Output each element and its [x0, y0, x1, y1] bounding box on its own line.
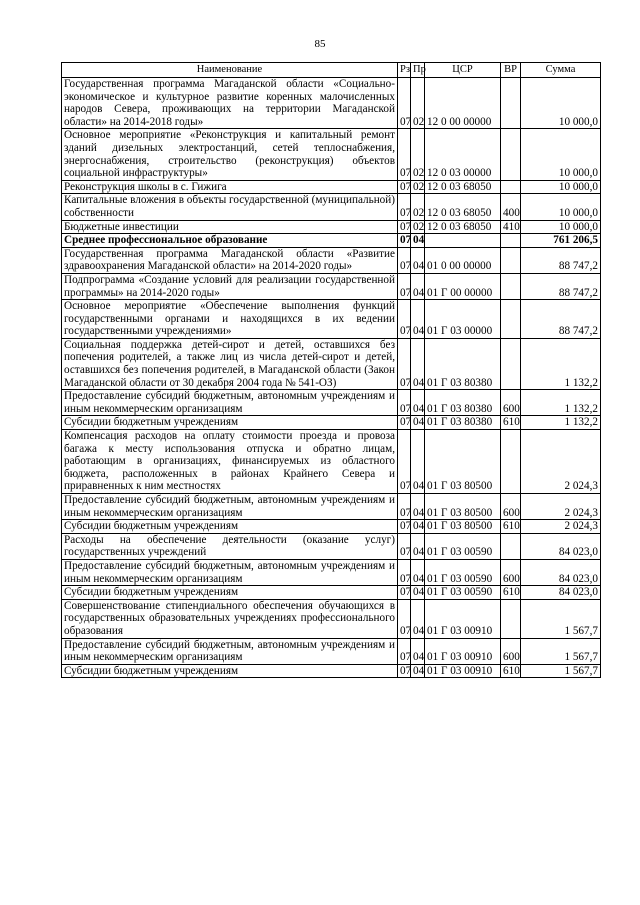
row-pr: 04	[411, 300, 425, 339]
row-rz: 07	[398, 494, 411, 520]
table-row	[62, 234, 601, 248]
table-row	[62, 664, 601, 678]
row-rz: 07	[398, 599, 411, 638]
row-pr: 04	[411, 416, 425, 430]
row-vr: 410	[501, 220, 521, 234]
row-sum: 761 206,5	[521, 234, 601, 248]
row-csr: 01 Г 03 80380	[425, 390, 501, 416]
row-rz: 07	[398, 220, 411, 234]
row-sum: 1 132,2	[521, 390, 601, 416]
row-sum: 88 747,2	[521, 273, 601, 299]
table-row	[62, 390, 601, 416]
row-pr: 02	[411, 180, 425, 194]
row-pr: 02	[411, 129, 425, 180]
row-csr: 01 0 00 00000	[425, 247, 501, 273]
row-vr	[501, 533, 521, 559]
row-vr	[501, 338, 521, 389]
row-rz: 07	[398, 247, 411, 273]
row-vr: 400	[501, 194, 521, 220]
row-rz: 07	[398, 533, 411, 559]
row-vr	[501, 300, 521, 339]
row-sum: 84 023,0	[521, 559, 601, 585]
row-sum: 10 000,0	[521, 220, 601, 234]
row-csr: 01 Г 03 00590	[425, 533, 501, 559]
row-sum: 84 023,0	[521, 533, 601, 559]
row-pr: 04	[411, 494, 425, 520]
budget-table	[61, 62, 601, 678]
row-name: Компенсация расходов на оплату стоимости проезда и провоза багажа к месту использования отпуска и обратно лицам, работающим в организациях, финансируемых из областного бюджета, расположенных в районах Крайнего Севера и приравненных к ним местностях	[62, 430, 398, 494]
table-row	[62, 416, 601, 430]
row-pr: 04	[411, 638, 425, 664]
row-pr: 04	[411, 338, 425, 389]
row-sum: 84 023,0	[521, 586, 601, 600]
table-header-row	[62, 63, 601, 78]
row-rz: 07	[398, 664, 411, 678]
row-csr: 01 Г 03 00590	[425, 586, 501, 600]
row-rz: 07	[398, 520, 411, 534]
table-row	[62, 194, 601, 220]
table-row	[62, 273, 601, 299]
row-name: Государственная программа Магаданской области «Развитие здравоохранения Магаданской области» на 2014-2020 годы»	[62, 247, 398, 273]
row-pr: 04	[411, 247, 425, 273]
row-rz: 07	[398, 586, 411, 600]
row-name: Подпрограмма «Создание условий для реализации государственной программы» на 2014-2020 годы»	[62, 273, 398, 299]
row-vr	[501, 78, 521, 129]
row-pr: 04	[411, 520, 425, 534]
row-name: Основное мероприятие «Обеспечение выполнения функций государственными органами и находящихся в их ведении государственными учреждениями»	[62, 300, 398, 339]
table-row	[62, 338, 601, 389]
row-rz: 07	[398, 430, 411, 494]
row-name: Среднее профессиональное образование	[62, 234, 398, 248]
table-row	[62, 586, 601, 600]
table-row	[62, 520, 601, 534]
table-row	[62, 430, 601, 494]
row-name: Бюджетные инвестиции	[62, 220, 398, 234]
row-vr	[501, 599, 521, 638]
table-row	[62, 180, 601, 194]
row-pr: 04	[411, 390, 425, 416]
row-name: Субсидии бюджетным учреждениям	[62, 520, 398, 534]
row-rz: 07	[398, 234, 411, 248]
row-rz: 07	[398, 638, 411, 664]
row-sum: 2 024,3	[521, 494, 601, 520]
row-pr: 04	[411, 559, 425, 585]
row-sum: 1 567,7	[521, 638, 601, 664]
row-name: Предоставление субсидий бюджетным, автономным учреждениям и иным некоммерческим организациям	[62, 494, 398, 520]
row-csr: 01 Г 03 80380	[425, 338, 501, 389]
row-rz: 07	[398, 273, 411, 299]
row-rz: 07	[398, 129, 411, 180]
table-row	[62, 220, 601, 234]
row-sum: 2 024,3	[521, 430, 601, 494]
row-name: Субсидии бюджетным учреждениям	[62, 586, 398, 600]
row-vr	[501, 129, 521, 180]
row-name: Социальная поддержка детей-сирот и детей, оставшихся без попечения родителей, а также лиц из числа детей-сирот и детей, оставшихся без попечения родителей, в Магаданской области (Закон Магаданской области от 30 декабря 2004 года № 541-ОЗ)	[62, 338, 398, 389]
row-pr: 04	[411, 664, 425, 678]
row-sum: 10 000,0	[521, 180, 601, 194]
row-name: Субсидии бюджетным учреждениям	[62, 664, 398, 678]
row-rz: 07	[398, 559, 411, 585]
row-csr: 12 0 03 68050	[425, 194, 501, 220]
row-sum: 10 000,0	[521, 194, 601, 220]
row-sum: 2 024,3	[521, 520, 601, 534]
row-vr	[501, 180, 521, 194]
row-name: Предоставление субсидий бюджетным, автономным учреждениям и иным некоммерческим организациям	[62, 390, 398, 416]
row-vr	[501, 247, 521, 273]
row-vr: 600	[501, 494, 521, 520]
row-name: Предоставление субсидий бюджетным, автономным учреждениям и иным некоммерческим организациям	[62, 559, 398, 585]
row-vr: 600	[501, 638, 521, 664]
row-vr: 610	[501, 664, 521, 678]
row-csr: 12 0 03 68050	[425, 180, 501, 194]
row-csr: 01 Г 03 80380	[425, 416, 501, 430]
table-row	[62, 533, 601, 559]
row-sum: 10 000,0	[521, 129, 601, 180]
row-csr: 01 Г 03 80500	[425, 430, 501, 494]
row-csr: 01 Г 03 00910	[425, 664, 501, 678]
table-row	[62, 638, 601, 664]
row-sum: 10 000,0	[521, 78, 601, 129]
row-rz: 07	[398, 338, 411, 389]
row-sum: 1 567,7	[521, 599, 601, 638]
row-sum: 1 132,2	[521, 416, 601, 430]
row-pr: 04	[411, 533, 425, 559]
table-row	[62, 247, 601, 273]
table-row	[62, 599, 601, 638]
table-body	[62, 78, 601, 678]
row-vr: 600	[501, 390, 521, 416]
row-csr: 12 0 03 00000	[425, 129, 501, 180]
row-pr: 04	[411, 430, 425, 494]
row-pr: 04	[411, 586, 425, 600]
row-csr: 01 Г 03 00910	[425, 638, 501, 664]
row-name: Предоставление субсидий бюджетным, автономным учреждениям и иным некоммерческим организациям	[62, 638, 398, 664]
row-rz: 07	[398, 390, 411, 416]
row-name: Расходы на обеспечение деятельности (оказание услуг) государственных учреждений	[62, 533, 398, 559]
row-pr: 04	[411, 234, 425, 248]
table-row	[62, 494, 601, 520]
row-name: Капитальные вложения в объекты государственной (муниципальной) собственности	[62, 194, 398, 220]
row-csr: 12 0 00 00000	[425, 78, 501, 129]
row-pr: 04	[411, 599, 425, 638]
row-vr	[501, 234, 521, 248]
row-csr	[425, 234, 501, 248]
row-vr	[501, 273, 521, 299]
table-row	[62, 559, 601, 585]
row-csr: 01 Г 03 00000	[425, 300, 501, 339]
col-header-rz: Рз	[398, 63, 411, 78]
row-pr: 02	[411, 194, 425, 220]
row-csr: 01 Г 03 00910	[425, 599, 501, 638]
row-rz: 07	[398, 194, 411, 220]
row-pr: 02	[411, 220, 425, 234]
row-name: Основное мероприятие «Реконструкция и капитальный ремонт зданий дизельных электростанций, сетей теплоснабжения, энергоснабжения, строительство (реконструкция) объектов социальной инфраструктуры»	[62, 129, 398, 180]
col-header-sum: Сумма	[521, 63, 601, 78]
row-pr: 02	[411, 78, 425, 129]
row-rz: 07	[398, 78, 411, 129]
row-vr: 610	[501, 416, 521, 430]
row-name: Государственная программа Магаданской области «Социально-экономическое и культурное развитие коренных малочисленных народов Севера, проживающих на территории Магаданской области» на 2014-2018 годы»	[62, 78, 398, 129]
row-sum: 1 132,2	[521, 338, 601, 389]
row-sum: 88 747,2	[521, 300, 601, 339]
row-vr	[501, 430, 521, 494]
col-header-csr: ЦСР	[425, 63, 501, 78]
row-vr: 610	[501, 586, 521, 600]
row-name: Реконструкция школы в с. Гижига	[62, 180, 398, 194]
row-csr: 12 0 03 68050	[425, 220, 501, 234]
table-row	[62, 78, 601, 129]
row-rz: 07	[398, 416, 411, 430]
row-csr: 01 Г 03 80500	[425, 520, 501, 534]
row-csr: 01 Г 03 00590	[425, 559, 501, 585]
row-sum: 88 747,2	[521, 247, 601, 273]
row-vr: 610	[501, 520, 521, 534]
table-row	[62, 300, 601, 339]
col-header-name: Наименование	[62, 63, 398, 78]
row-sum: 1 567,7	[521, 664, 601, 678]
row-csr: 01 Г 03 80500	[425, 494, 501, 520]
row-vr: 600	[501, 559, 521, 585]
col-header-pr: Пр	[411, 63, 425, 78]
row-pr: 04	[411, 273, 425, 299]
col-header-vr: ВР	[501, 63, 521, 78]
table-row	[62, 129, 601, 180]
row-name: Субсидии бюджетным учреждениям	[62, 416, 398, 430]
row-rz: 07	[398, 300, 411, 339]
row-csr: 01 Г 00 00000	[425, 273, 501, 299]
page-number: 85	[314, 38, 326, 50]
row-rz: 07	[398, 180, 411, 194]
row-name: Совершенствование стипендиального обеспечения обучающихся в государственных образовательных учреждениях профессионального образования	[62, 599, 398, 638]
